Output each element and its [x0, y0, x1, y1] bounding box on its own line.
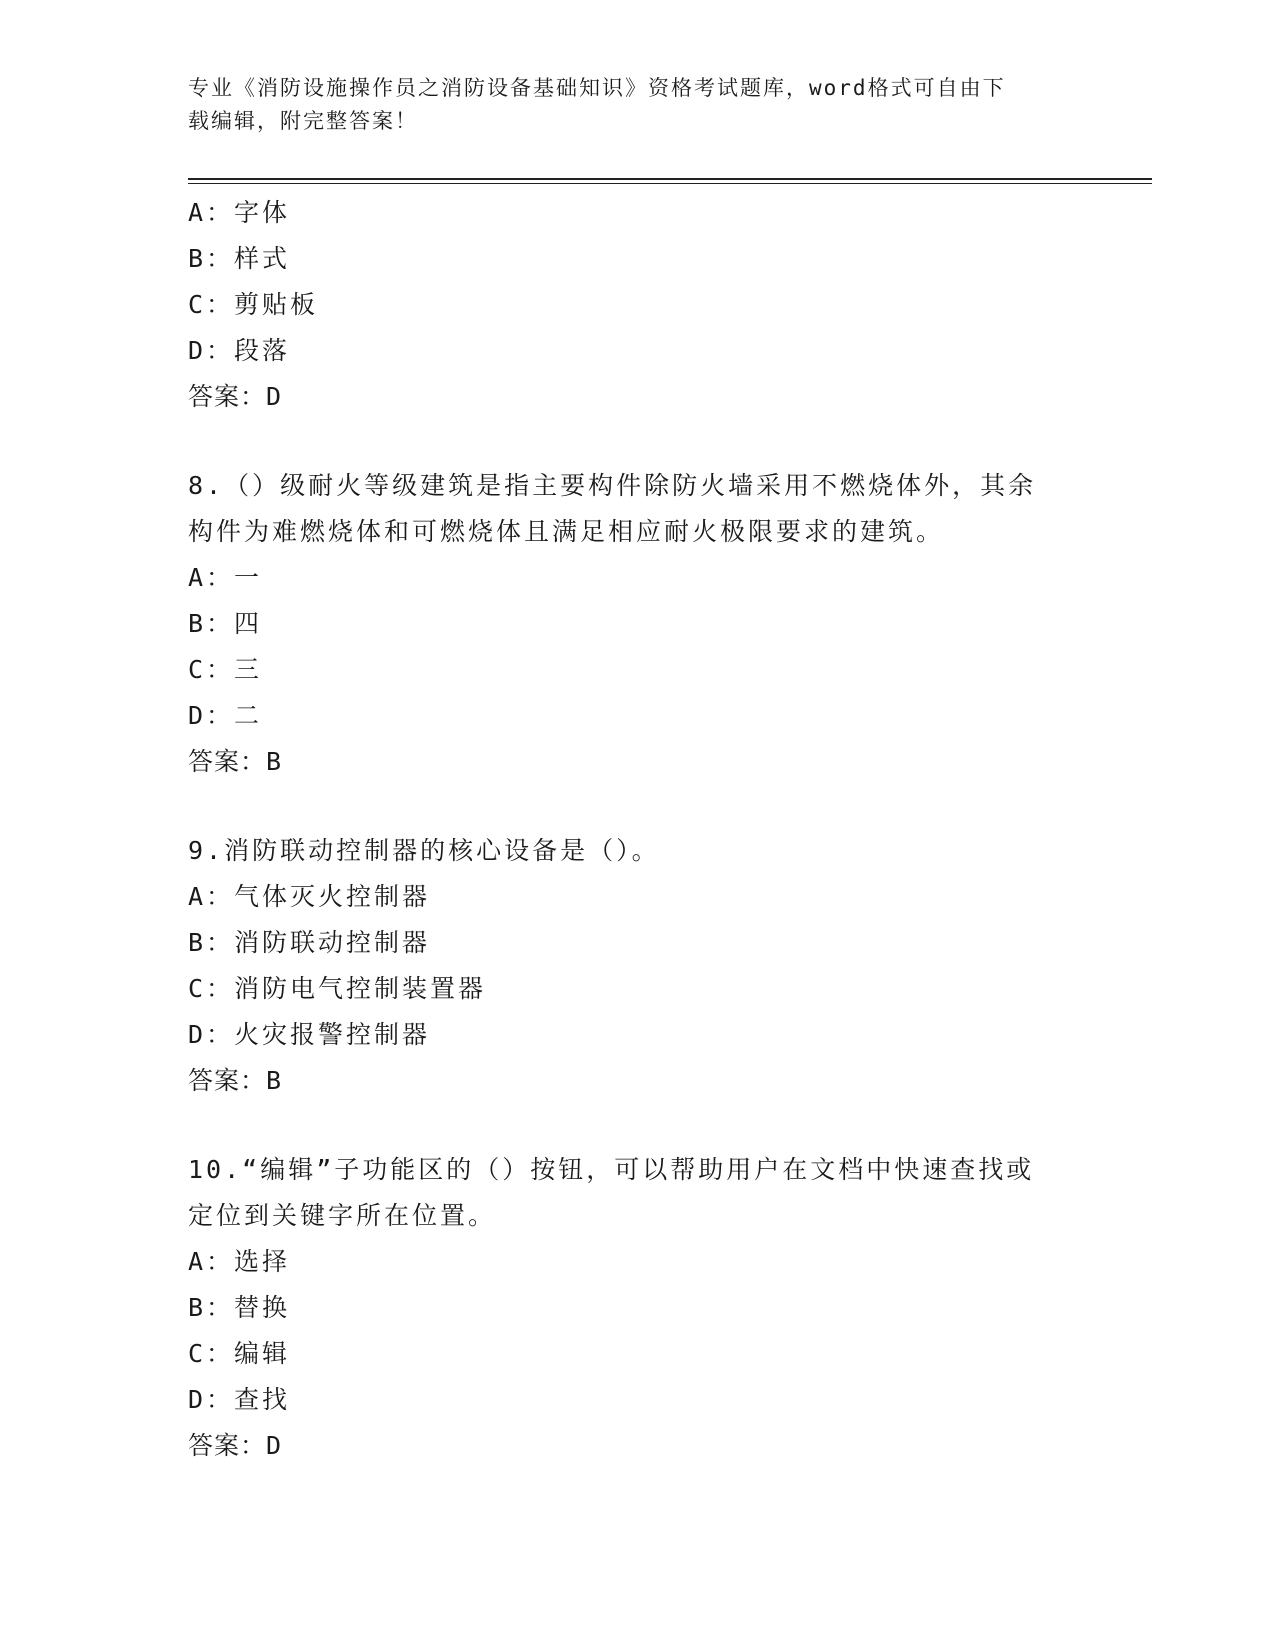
header-line-1: 专业《消防设施操作员之消防设备基础知识》资格考试题库，word格式可自由下: [188, 76, 1006, 100]
question-stem-line-2: 定位到关键字所在位置。: [188, 1201, 497, 1230]
option-d: D：二: [188, 701, 263, 730]
question-7: [188, 190, 1128, 420]
question-8: [188, 463, 1128, 785]
option-a: A：选择: [188, 1247, 291, 1276]
answer: 答案：D: [188, 382, 283, 411]
option-d: D：查找: [188, 1385, 291, 1414]
question-stem-line-2: 构件为难燃烧体和可燃烧体且满足相应耐火极限要求的建筑。: [188, 517, 945, 546]
answer: 答案：B: [188, 747, 283, 776]
header-line-2: 载编辑，附完整答案！: [188, 109, 418, 133]
option-b: B：样式: [188, 244, 291, 273]
option-c: C：剪贴板: [188, 290, 319, 319]
option-c: C：消防电气控制装置器: [188, 974, 487, 1003]
option-c: C：三: [188, 655, 263, 684]
question-10: [188, 1147, 1128, 1469]
question-list: [188, 190, 1128, 1469]
header-rule-thick: [188, 178, 1152, 180]
option-a: A：字体: [188, 198, 291, 227]
header-rule-thin: [188, 183, 1152, 184]
option-b: B：消防联动控制器: [188, 928, 431, 957]
answer: 答案：B: [188, 1066, 283, 1095]
option-d: D：段落: [188, 336, 291, 365]
question-stem-line-1: 9.消防联动控制器的核心设备是（）。: [188, 836, 660, 865]
option-b: B：四: [188, 609, 263, 638]
document-header: [188, 72, 1088, 138]
question-stem-line-1: 10.“编辑”子功能区的（）按钮，可以帮助用户在文档中快速查找或: [188, 1155, 1035, 1184]
question-stem-line-1: 8.（）级耐火等级建筑是指主要构件除防火墙采用不燃烧体外，其余: [188, 471, 1037, 500]
option-a: A：一: [188, 563, 263, 592]
answer: 答案：D: [188, 1431, 283, 1460]
option-b: B：替换: [188, 1293, 291, 1322]
option-a: A：气体灭火控制器: [188, 882, 431, 911]
option-d: D：火灾报警控制器: [188, 1020, 431, 1049]
option-c: C：编辑: [188, 1339, 291, 1368]
question-9: [188, 828, 1128, 1104]
